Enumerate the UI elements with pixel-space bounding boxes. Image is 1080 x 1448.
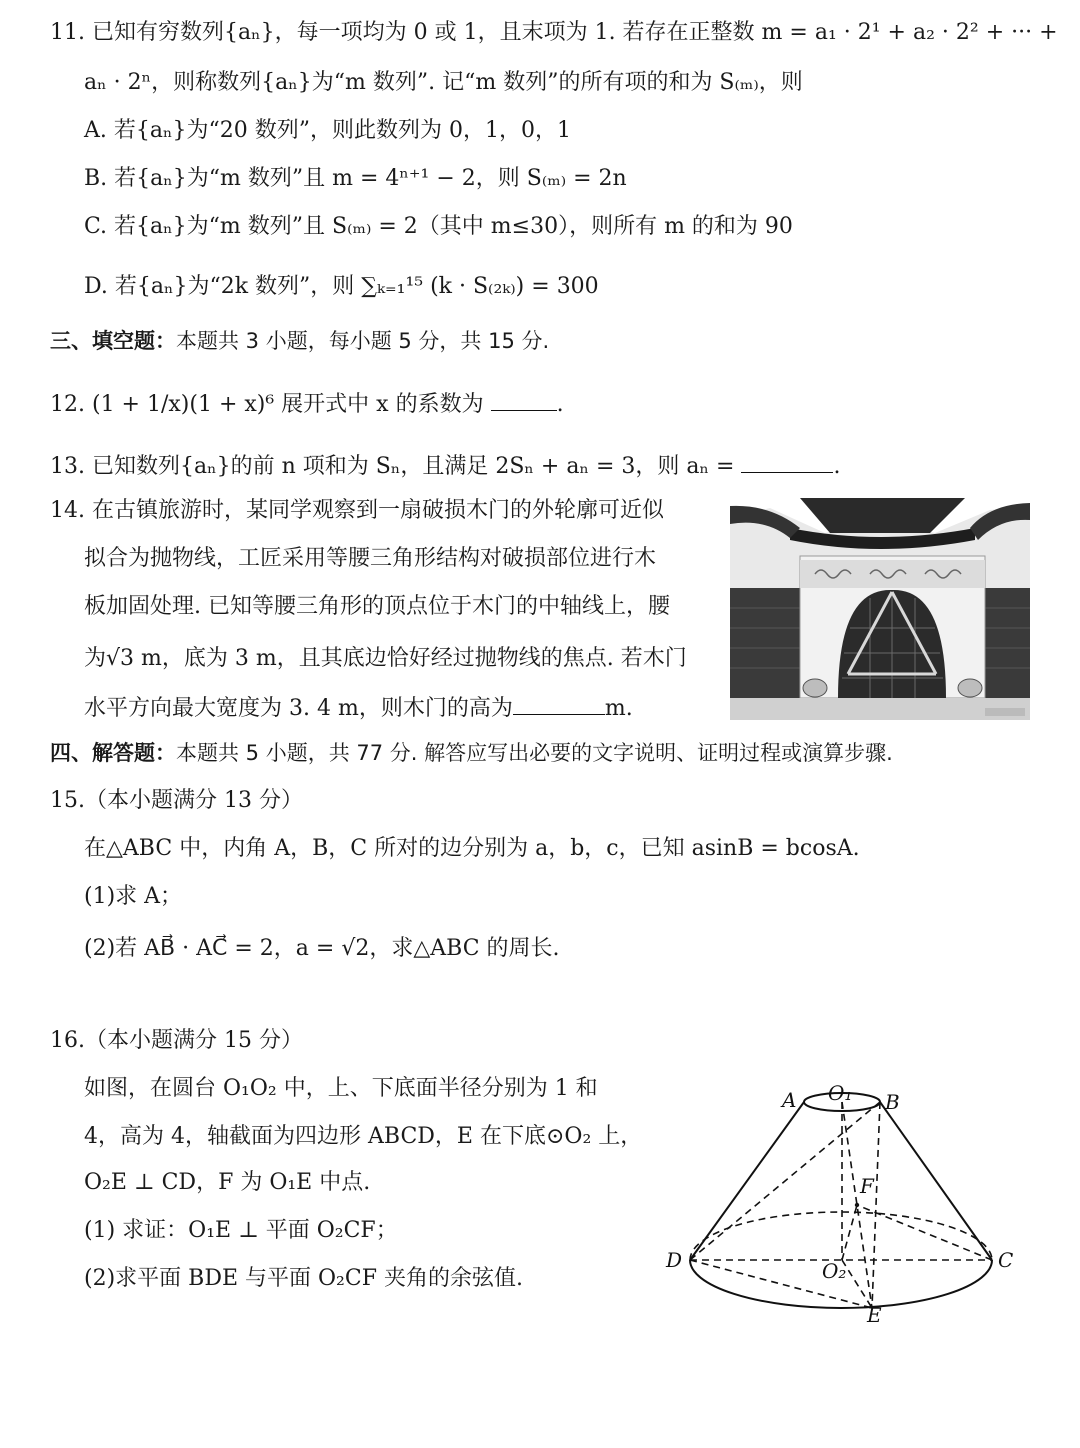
label-O1: O₁	[828, 1081, 853, 1105]
section-3-heading	[50, 326, 549, 356]
q15-part-2: (2)若 AB⃗ · AC⃗ = 2，a = √2，求△ABC 的周长.	[84, 936, 560, 961]
q14-line-3: 板加固处理. 已知等腰三角形的顶点位于木门的中轴线上，腰	[84, 594, 670, 619]
segment-BE	[872, 1102, 880, 1308]
q16-part-1: (1) 求证：O₁E ⊥ 平面 O₂CF；	[84, 1218, 398, 1243]
bottom-base-back-arc	[690, 1212, 992, 1260]
q16-head: 16.（本小题满分 15 分）	[50, 1028, 303, 1053]
q15-part-1: (1)求 A；	[84, 884, 183, 909]
q11-option-a: A. 若{aₙ}为“20 数列”，则此数列为 0，1，0，1	[84, 118, 571, 143]
q13-end: .	[833, 454, 841, 479]
edge-BC	[880, 1102, 992, 1260]
label-D: D	[666, 1248, 683, 1272]
point-F	[855, 1203, 859, 1207]
q12-answer-blank[interactable]	[491, 388, 557, 411]
label-E: E	[867, 1303, 882, 1325]
q16-line-1: 如图，在圆台 O₁O₂ 中，上、下底面半径分别为 1 和	[84, 1076, 598, 1101]
q14-line-5-text: 水平方向最大宽度为 3. 4 m，则木门的高为	[84, 696, 513, 721]
edge-AD	[690, 1102, 804, 1260]
label-A: A	[782, 1088, 797, 1112]
section-4-desc: 本题共 5 小题，共 77 分. 解答应写出必要的文字说明、证明过程或演算步骤.	[176, 741, 893, 765]
q11-option-c: C. 若{aₙ}为“m 数列”且 S₍ₘ₎ = 2（其中 m≤30），则所有 m 的和为 90	[84, 214, 793, 239]
q16-line-2: 4，高为 4，轴截面为四边形 ABCD，E 在下底⊙O₂ 上，	[84, 1124, 643, 1149]
q14-line-5	[84, 692, 633, 724]
label-O2: O₂	[822, 1259, 847, 1283]
q15-head: 15.（本小题满分 13 分）	[50, 788, 303, 813]
q11-option-d: D. 若{aₙ}为“2k 数列”，则 ∑ₖ₌₁¹⁵ (k · S₍₂ₖ₎) = 300	[84, 274, 599, 299]
section-4-heading	[50, 738, 893, 768]
section-3-desc: 本题共 3 小题，每小题 5 分，共 15 分.	[176, 329, 550, 353]
q13-answer-blank[interactable]	[741, 450, 833, 473]
section-3-title: 三、填空题：	[50, 329, 176, 353]
q16-line-3: O₂E ⊥ CD，F 为 O₁E 中点.	[84, 1170, 371, 1195]
q14-unit: m.	[604, 696, 633, 721]
gate-photo	[730, 498, 1030, 720]
q12-end: .	[556, 392, 564, 417]
q12	[50, 388, 564, 420]
label-B: B	[885, 1090, 900, 1114]
q11-line-1: 11. 已知有穷数列{aₙ}，每一项均为 0 或 1，且末项为 1. 若存在正整数 m = a₁ · 2¹ + a₂ · 2² + ··· +	[50, 20, 1058, 45]
frustum-diagram	[662, 1080, 1032, 1325]
label-C: C	[998, 1248, 1014, 1272]
q12-text: 12. (1 + 1/x)(1 + x)⁶ 展开式中 x 的系数为	[50, 392, 484, 417]
q14-line-4: 为√3 m，底为 3 m，且其底边恰好经过抛物线的焦点. 若木门	[84, 646, 687, 671]
q11-option-b: B. 若{aₙ}为“m 数列”且 m = 4ⁿ⁺¹ − 2，则 S₍ₘ₎ = 2n	[84, 166, 627, 191]
q15-stem: 在△ABC 中，内角 A，B，C 所对的边分别为 a，b，c，已知 asinB = bcosA.	[84, 836, 860, 861]
segment-O2F	[842, 1205, 857, 1260]
segment-BD	[690, 1102, 880, 1260]
q13	[50, 450, 840, 482]
label-F: F	[860, 1174, 874, 1198]
q14-line-2: 拟合为抛物线，工匠采用等腰三角形结构对破损部位进行木	[84, 546, 657, 571]
q11-line-2: aₙ · 2ⁿ，则称数列{aₙ}为“m 数列”. 记“m 数列”的所有项的和为 S₍ₘ₎，则	[84, 70, 803, 95]
section-4-title: 四、解答题：	[50, 741, 176, 765]
q14-line-1: 14. 在古镇旅游时，某同学观察到一扇破损木门的外轮廓可近似	[50, 498, 664, 523]
q13-text: 13. 已知数列{aₙ}的前 n 项和为 Sₙ，且满足 2Sₙ + aₙ = 3，则 aₙ =	[50, 454, 735, 479]
q14-answer-blank[interactable]	[513, 692, 605, 715]
q16-part-2: (2)求平面 BDE 与平面 O₂CF 夹角的余弦值.	[84, 1266, 523, 1291]
